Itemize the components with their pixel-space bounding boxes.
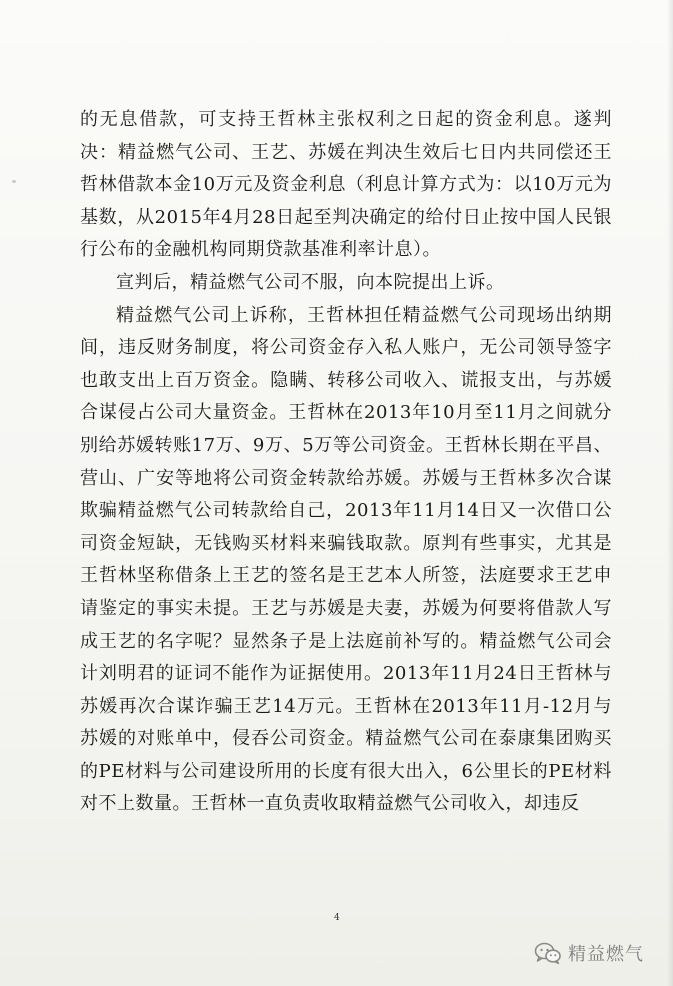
paragraph-1: 的无息借款，可支持王哲林主张权利之日起的资金利息。遂判决：精益燃气公司、王艺、苏媛在判决生效后七日内共同偿还王哲林借款本金10万元及资金利息（利息计算方式为：以10万元为基数，从2015年4月28日起至判决确定的给付日止按中国人民银行公布的金融机构同期贷款基准利率计息）。 (80, 109, 612, 261)
paragraph-3: 精益燃气公司上诉称，王哲林担任精益燃气公司现场出纳期间，违反财务制度，将公司资金存入私人账户，无公司领导签字也敢支出上百万资金。隐瞒、转移公司收入、谎报支出，与苏媛合谋侵占公司大量资金。王哲林在2013年10月至11月之间就分别给苏媛转账17万、9万、5万等公司资金。王哲林长期在平昌、营山、广安等地将公司资金转款给苏媛。苏媛与王哲林多次合谋欺骗精益燃气公司转款给自己，2013年11月14日又一次借口公司资金短缺，无钱购买材料来骗钱取款。原判有些事实，尤其是王哲林坚称借条上王艺的签名是王艺本人所签，法庭要求王艺申请鉴定的事实未提。王艺与苏媛是夫妻，苏媛为何要将借款人写成王艺的名字呢？显然条子是上法庭前补写的。精益燃气公司会计刘明君的证词不能作为证据使用。2013年11月24日王哲林与苏媛再次合谋诈骗王艺14万元。王哲林在2013年11月-12月与苏媛的对账单中，侵吞公司资金。精益燃气公司在泰康集团购买的PE材料与公司建设所用的长度有很大出入，6公里长的PE材料对不上数量。王哲林一直负责收取精益燃气公司收入，却违反 (80, 304, 612, 815)
page-edge-shadow (667, 0, 673, 986)
wechat-icon (534, 942, 562, 964)
wechat-watermark (534, 940, 644, 966)
document-body (80, 104, 612, 821)
page-number: 4 (334, 913, 340, 923)
scan-speck (12, 180, 16, 183)
watermark-text: 精益燃气 (568, 944, 644, 965)
paragraph-2: 宣判后，精益燃气公司不服，向本院提出上诉。 (116, 271, 505, 293)
